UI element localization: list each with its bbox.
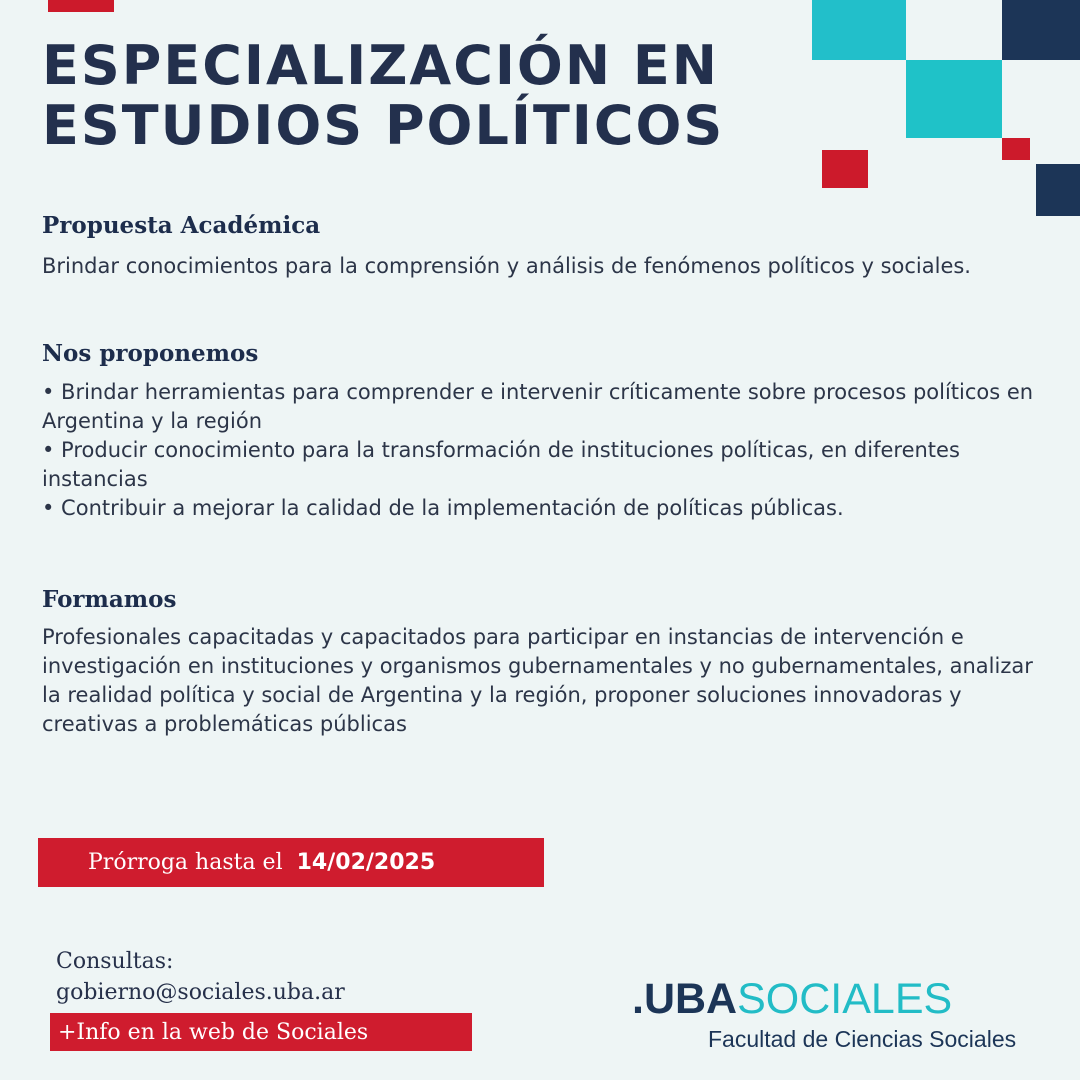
- propuesta-heading: Propuesta Académica: [42, 212, 321, 239]
- contact-email[interactable]: gobierno@sociales.uba.ar: [56, 980, 345, 1005]
- contact-label: Consultas:: [56, 949, 174, 974]
- contact-block: [56, 946, 345, 1008]
- proponemos-list: [42, 378, 1042, 523]
- decor-square-red: [822, 150, 868, 188]
- info-link[interactable]: +Info en la web de Sociales: [50, 1013, 472, 1051]
- decor-square-teal: [812, 0, 906, 60]
- decor-square-red-top: [48, 0, 114, 12]
- title-line-1: ESPECIALIZACIÓN EN: [42, 34, 719, 97]
- list-item: • Producir conocimiento para la transformación de instituciones políticas, en diferentes instancias: [42, 438, 960, 491]
- list-item: • Contribuir a mejorar la calidad de la implementación de políticas públicas.: [42, 496, 844, 520]
- propuesta-paragraph: Brindar conocimientos para la comprensión y análisis de fenómenos políticos y sociales.: [42, 254, 971, 278]
- list-item: • Brindar herramientas para comprender e intervenir críticamente sobre procesos políticos en Argentina y la región: [42, 380, 1034, 433]
- decor-square-navy: [1036, 164, 1080, 216]
- formamos-paragraph: Profesionales capacitadas y capacitados para participar en instancias de intervención e investigación en instituciones y organismos gubernamentales y no gubernamentales, analizar la realidad política y social de Argentina y la región, proponer soluciones innovadoras y creativas a problemáticas públicas: [42, 625, 1033, 736]
- proponemos-heading: Nos proponemos: [42, 340, 259, 367]
- formamos-text: [42, 623, 1042, 739]
- logo-uba: .UBA: [632, 975, 738, 1023]
- deadline-label: Prórroga hasta el: [88, 850, 283, 875]
- page-title: [42, 36, 724, 156]
- uba-sociales-logo: [632, 975, 1017, 1052]
- logo-wordmark: [632, 976, 952, 1022]
- logo-sociales: SOCIALES: [737, 975, 953, 1023]
- decor-square-teal: [906, 60, 1002, 138]
- formamos-heading: Formamos: [42, 586, 177, 613]
- propuesta-text: [42, 252, 1042, 281]
- decor-square-red: [1002, 138, 1030, 160]
- deadline-date: 14/02/2025: [296, 850, 436, 875]
- title-line-2: ESTUDIOS POLÍTICOS: [42, 94, 725, 157]
- deadline-banner: [38, 838, 544, 887]
- decor-square-navy: [1002, 0, 1080, 60]
- logo-subtitle: Facultad de Ciencias Sociales: [708, 1026, 1017, 1052]
